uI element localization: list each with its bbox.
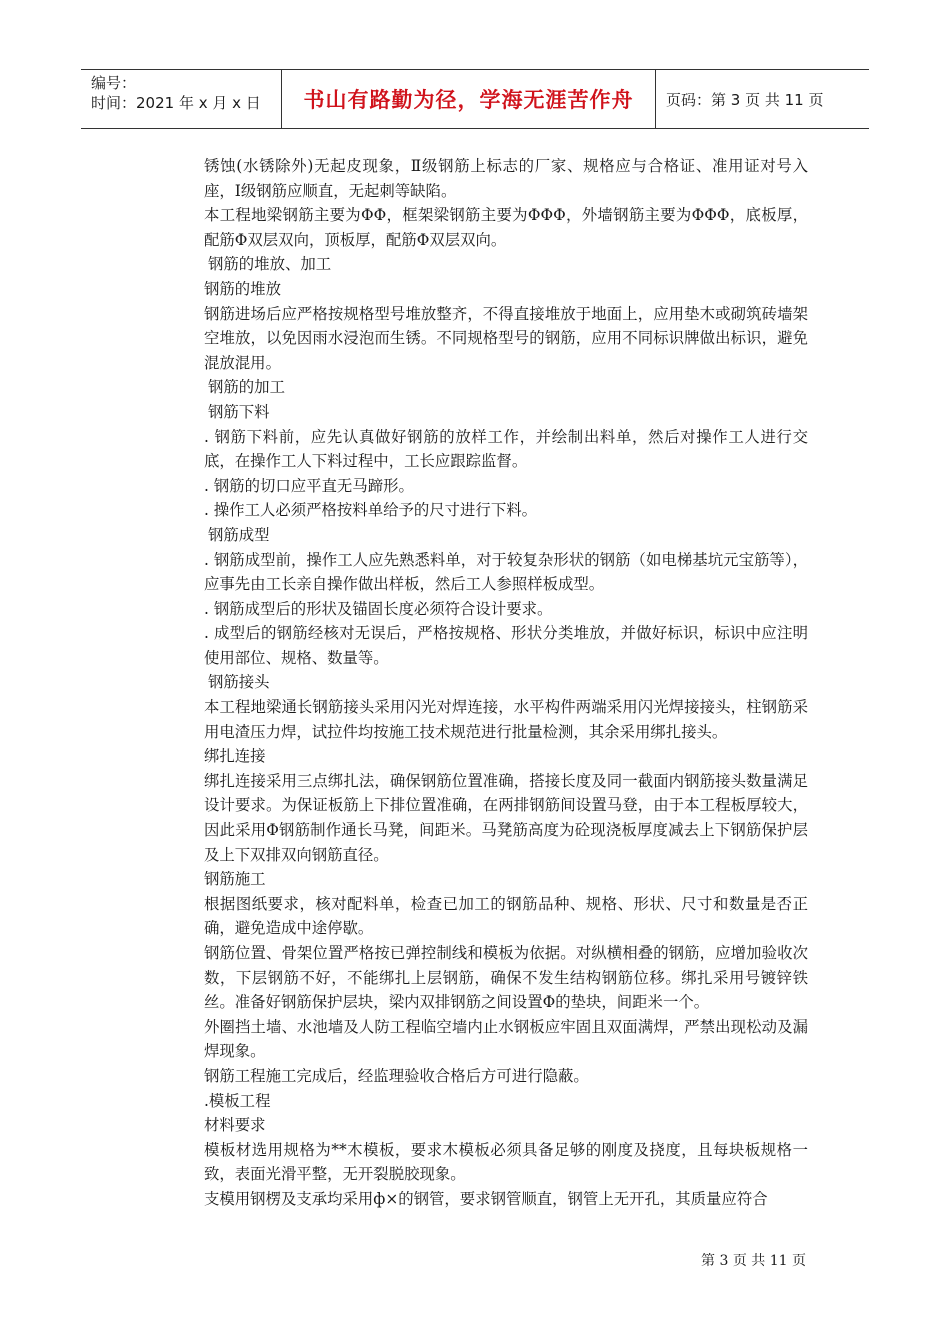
list-item: . 钢筋成型前，操作工人应先熟悉料单，对于较复杂形状的钢筋（如电梯基坑元宝筋等），应事先由工长亲自操作做出样板，然后工人参照样板成型。 <box>204 550 808 594</box>
section-heading: 钢筋的加工 <box>208 378 285 397</box>
paragraph: 锈蚀(水锈除外)无起皮现象，Ⅱ级钢筋上标志的厂家、规格应与合格证、准用证对号入座，Ⅰ级钢筋应顺直，无起刺等缺陷。 <box>204 157 808 200</box>
paragraph: 支模用钢楞及支承均采用ф×的钢管，要求钢管顺直，钢管上无开孔，其质量应符合 <box>204 1189 768 1208</box>
page-header <box>81 69 869 129</box>
paragraph: 钢筋进场后应严格按规格型号堆放整齐，不得直接堆放于地面上，应用垫木或砌筑砖墙架空堆放，以免因雨水浸泡而生锈。不同规格型号的钢筋，应用不同标识牌做出标识，避免混放混用。 <box>204 304 808 372</box>
paragraph: 绑扎连接采用三点绑扎法，确保钢筋位置准确，搭接长度及同一截面内钢筋接头数量满足设计要求。为保证板筋上下排位置准确，在两排钢筋间设置马登，由于本工程板厚较大，因此采用Φ钢筋制作通长马凳，间距米。马凳筋高度为砼现浇板厚度减去上下钢筋保护层及上下双排双向钢筋直径。 <box>204 771 808 864</box>
header-time-label: 时间：2021 年 x 月 x 日 <box>91 94 261 112</box>
document-body <box>204 154 808 1212</box>
section-heading: .模板工程 <box>204 1091 271 1110</box>
paragraph: 外圈挡土墙、水池墙及人防工程临空墙内止水钢板应牢固且双面满焊，严禁出现松动及漏焊现象。 <box>204 1017 808 1061</box>
list-item: . 钢筋的切口应平直无马蹄形。 <box>204 476 414 495</box>
section-heading: 钢筋施工 <box>204 870 266 889</box>
header-number-label: 编号： <box>91 74 137 92</box>
page-footer: 第 3 页 共 11 页 <box>701 1253 806 1269</box>
list-item: . 操作工人必须严格按料单给予的尺寸进行下料。 <box>204 501 537 520</box>
section-heading: 钢筋的堆放、加工 <box>208 255 332 274</box>
section-heading: 材料要求 <box>204 1116 266 1135</box>
section-heading: 钢筋的堆放 <box>204 279 281 298</box>
list-item: . 钢筋下料前，应先认真做好钢筋的放样工作，并绘制出料单，然后对操作工人进行交底，在操作工人下料过程中，工长应跟踪监督。 <box>204 427 808 471</box>
list-item: . 钢筋成型后的形状及锚固长度必须符合设计要求。 <box>204 599 553 618</box>
paragraph: 钢筋位置、骨架位置严格按已弹控制线和模板为依据。对纵横相叠的钢筋，应增加验收次数，下层钢筋不好，不能绑扎上层钢筋，确保不发生结构钢筋位移。绑扎采用号镀锌铁丝。准备好钢筋保护层块，梁内双排钢筋之间设置Φ的垫块，间距米一个。 <box>204 944 808 1012</box>
paragraph: 模板材选用规格为**木模板，要求木模板必须具备足够的刚度及挠度，且每块板规格一致，表面光滑平整，无开裂脱胶现象。 <box>204 1140 808 1184</box>
section-heading: 钢筋下料 <box>208 402 270 421</box>
header-page-label: 页码：第 3 页 共 11 页 <box>666 90 824 109</box>
paragraph: 本工程地梁通长钢筋接头采用闪光对焊连接，水平构件两端采用闪光焊接接头，柱钢筋采用电渣压力焊，试拉件均按施工技术规范进行批量检测，其余采用绑扎接头。 <box>204 698 808 741</box>
section-heading: 绑扎连接 <box>204 747 266 766</box>
list-item: . 成型后的钢筋经核对无误后，严格按规格、形状分类堆放，并做好标识，标识中应注明使用部位、规格、数量等。 <box>204 624 808 667</box>
paragraph: 钢筋工程施工完成后，经监理验收合格后方可进行隐蔽。 <box>204 1066 589 1085</box>
header-motto: 书山有路勤为径，学海无涯苦作舟 <box>282 70 656 128</box>
section-heading: 钢筋接头 <box>208 673 270 692</box>
paragraph: 本工程地梁钢筋主要为ΦΦ，框架梁钢筋主要为ΦΦΦ，外墙钢筋主要为ΦΦΦ，底板厚，配筋Φ双层双向，顶板厚，配筋Φ双层双向。 <box>204 206 808 249</box>
paragraph: 根据图纸要求，核对配料单，检查已加工的钢筋品种、规格、形状、尺寸和数量是否正确，避免造成中途停歇。 <box>204 894 808 938</box>
header-meta <box>81 70 282 128</box>
section-heading: 钢筋成型 <box>208 525 270 544</box>
